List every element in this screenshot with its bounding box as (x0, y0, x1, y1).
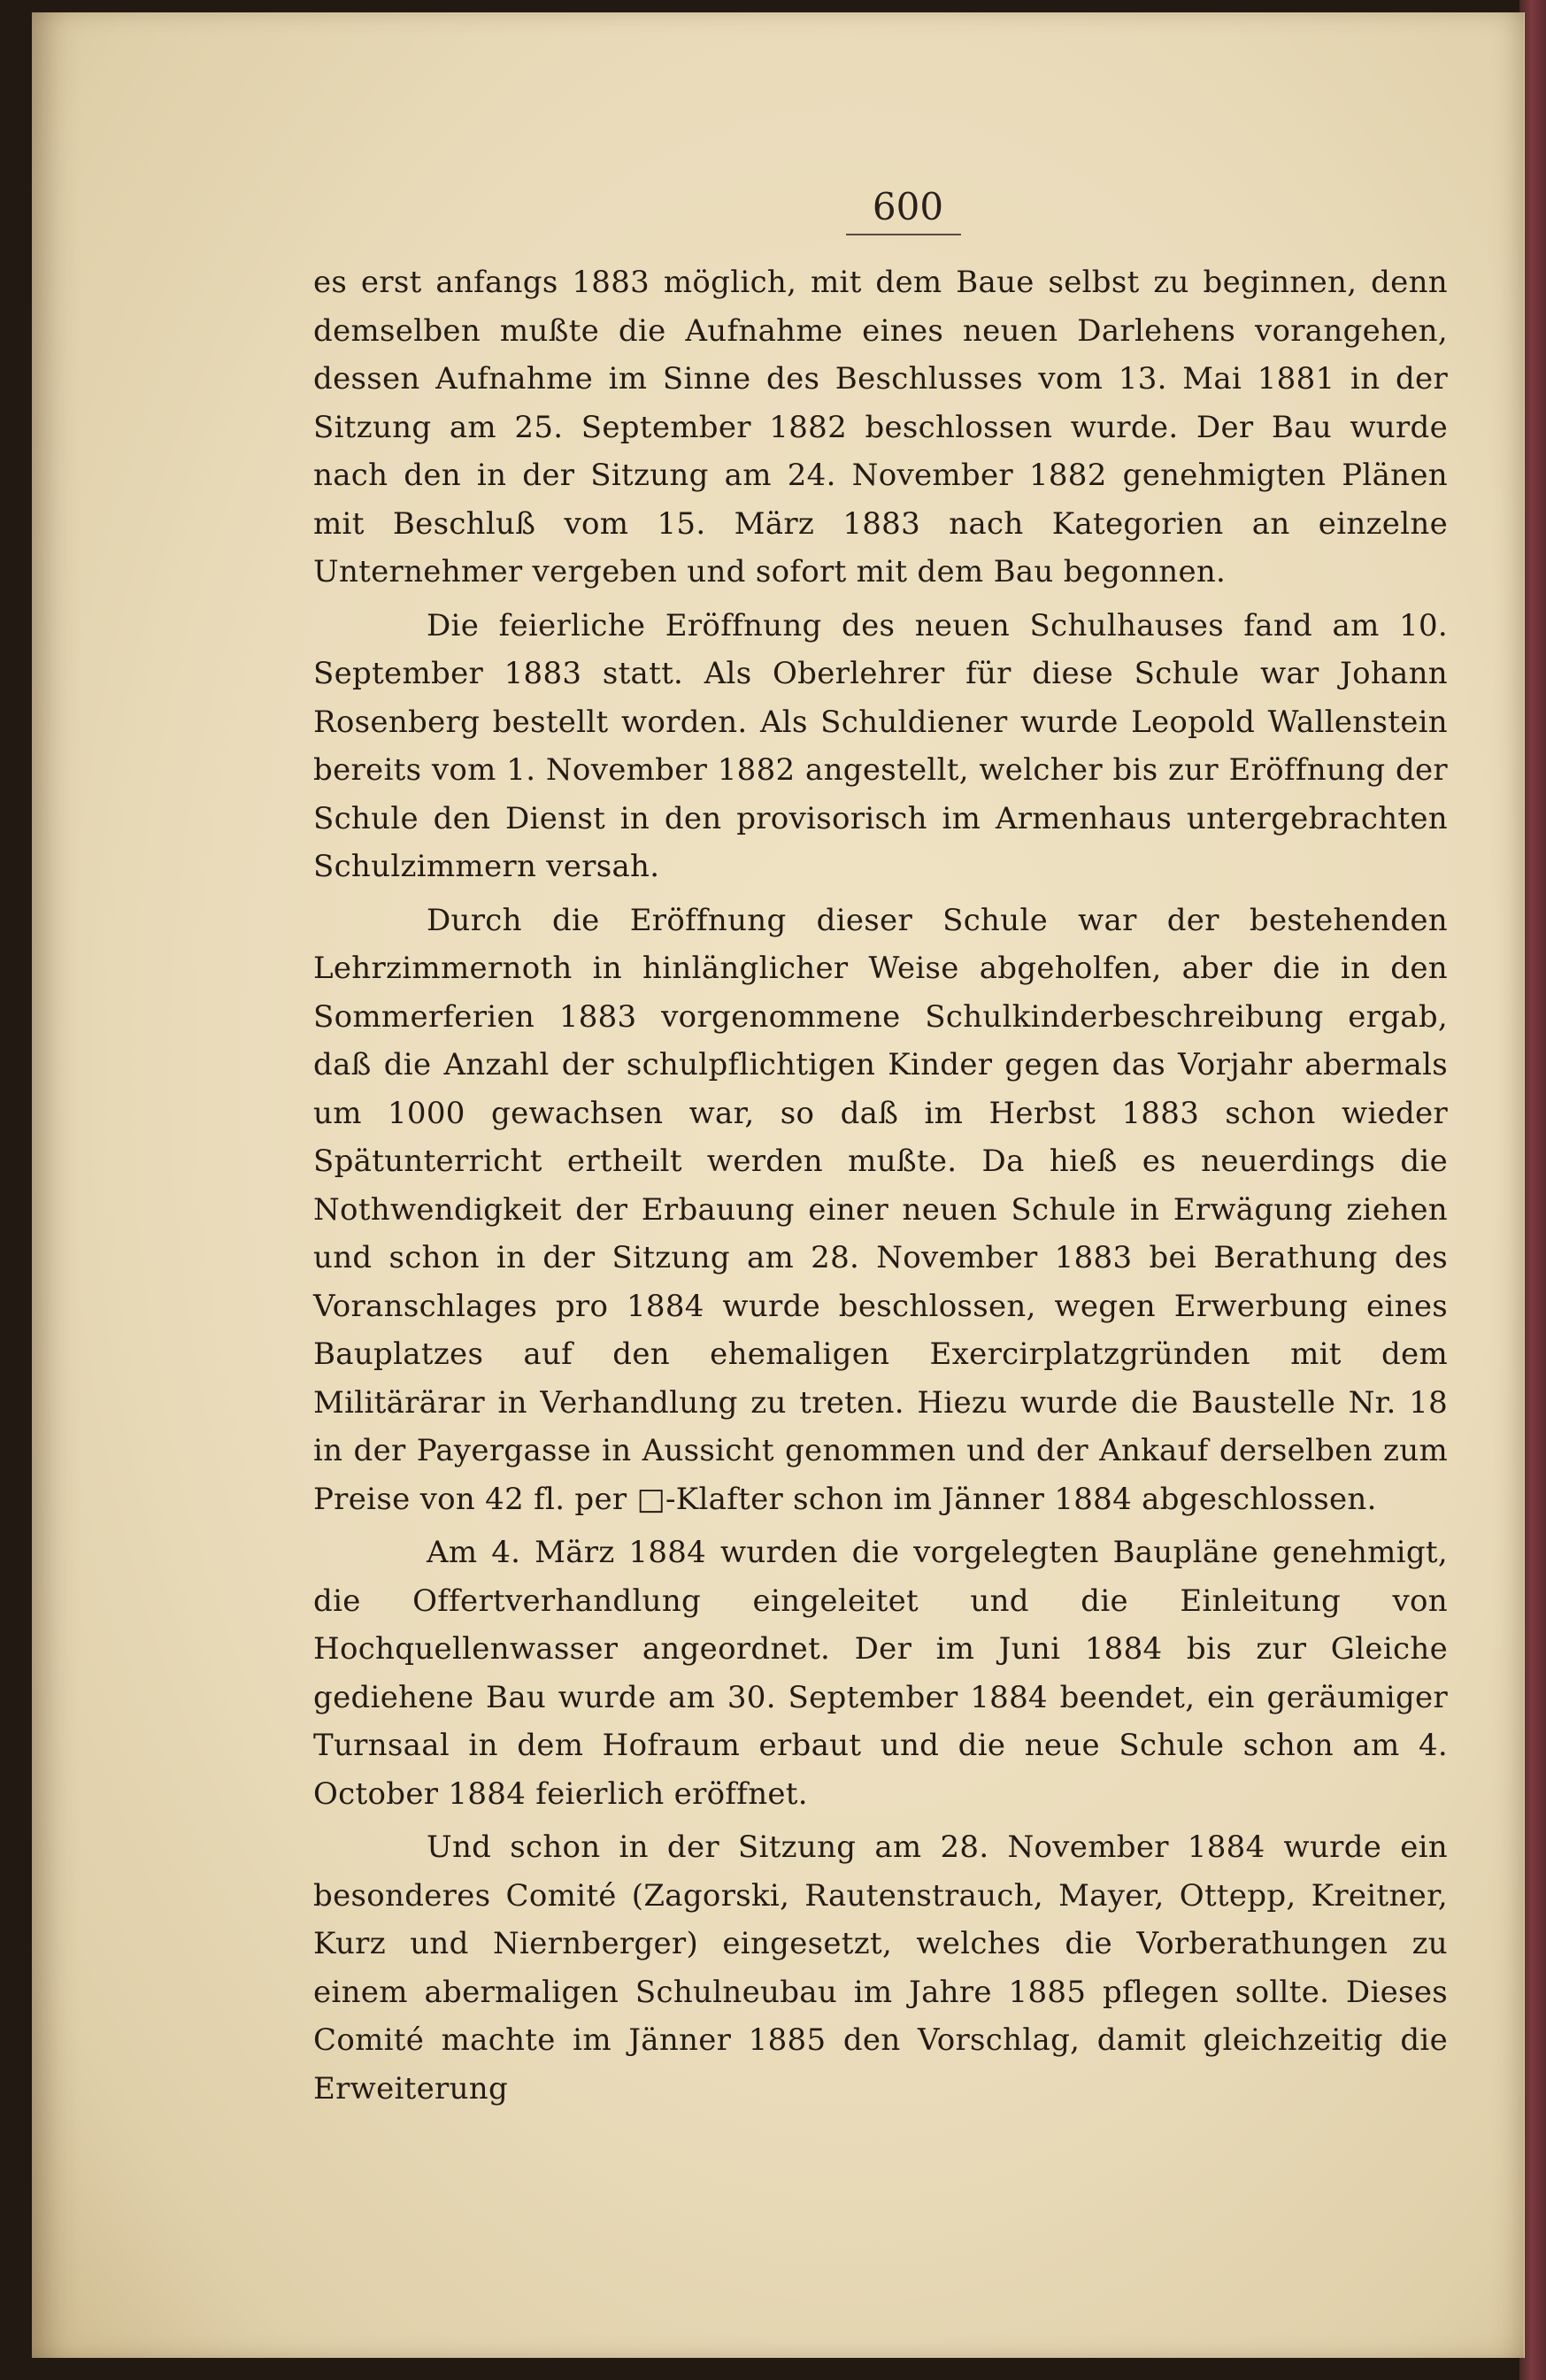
paragraph-5: Und schon in der Sitzung am 28. November 1884 wurde ein besonderes Comité (Zagorski, Rautenstrauch, Mayer, Ottepp, Kreitner, Kurz und Niernberger) eingesetzt, welches die Vorberathungen zu einem abermaligen Schulneubau im Jahre 1885 pflegen sollte. Dieses Comité machte im Jänner 1885 den Vorschlag, damit gleichzeitig die Erweiterung (313, 1829, 1448, 2107)
paragraph-4: Am 4. März 1884 wurden die vorgelegten Baupläne genehmigt, die Offertverhandlung eingeleitet und die Einleitung von Hochquellenwasser angeordnet. Der im Juni 1884 bis zur Gleiche gediehene Bau wurde am 30. September 1884 beendet, ein geräumiger Turnsaal in dem Hofraum erbaut und die neue Schule schon am 4. October 1884 feierlich eröffnet. (313, 1535, 1448, 1812)
paragraph-2: Die feierliche Eröffnung des neuen Schulhauses fand am 10. September 1883 statt. Als Oberlehrer für diese Schule war Johann Rosenberg bestellt worden. Als Schuldiener wurde Leopold Wallenstein bereits vom 1. November 1882 angestellt, welcher bis zur Eröffnung der Schule den Dienst in den provisorisch im Armenhaus untergebrachten Schulzimmern versah. (313, 607, 1448, 884)
body-text (313, 258, 1448, 2113)
header-rule (846, 234, 961, 235)
book-page (32, 12, 1524, 2358)
page-number: 600 (872, 185, 944, 228)
paragraph-1: es erst anfangs 1883 möglich, mit dem Baue selbst zu beginnen, denn demselben mußte die Aufnahme eines neuen Darlehens vorangehen, dessen Aufnahme im Sinne des Beschlusses vom 13. Mai 1881 in der Sitzung am 25. September 1882 beschlossen wurde. Der Bau wurde nach den in der Sitzung am 24. November 1882 genehmigten Plänen mit Beschluß vom 15. März 1883 nach Kategorien an einzelne Unternehmer vergeben und sofort mit dem Bau begonnen. (313, 265, 1448, 589)
paragraph-3: Durch die Eröffnung dieser Schule war der bestehenden Lehrzimmernoth in hinlänglicher Weise abgeholfen, aber die in den Sommerferien 1883 vorgenommene Schulkinderbeschreibung ergab, daß die Anzahl der schulpflichtigen Kinder gegen das Vorjahr abermals um 1000 gewachsen war, so daß im Herbst 1883 schon wieder Spätunterricht ertheilt werden mußte. Da hieß es neuerdings die Nothwendigkeit der Erbauung einer neuen Schule in Erwägung ziehen und schon in der Sitzung am 28. November 1883 bei Berathung des Voranschlages pro 1884 wurde beschlossen, wegen Erwerbung eines Bauplatzes auf den ehemaligen Exercirplatzgründen mit dem Militärärar in Verhandlung zu treten. Hiezu wurde die Baustelle Nr. 18 in der Payergasse in Aussicht genommen und der Ankauf derselben zum Preise von 42 fl. per □-Klafter schon im Jänner 1884 abgeschlossen. (313, 902, 1448, 1517)
